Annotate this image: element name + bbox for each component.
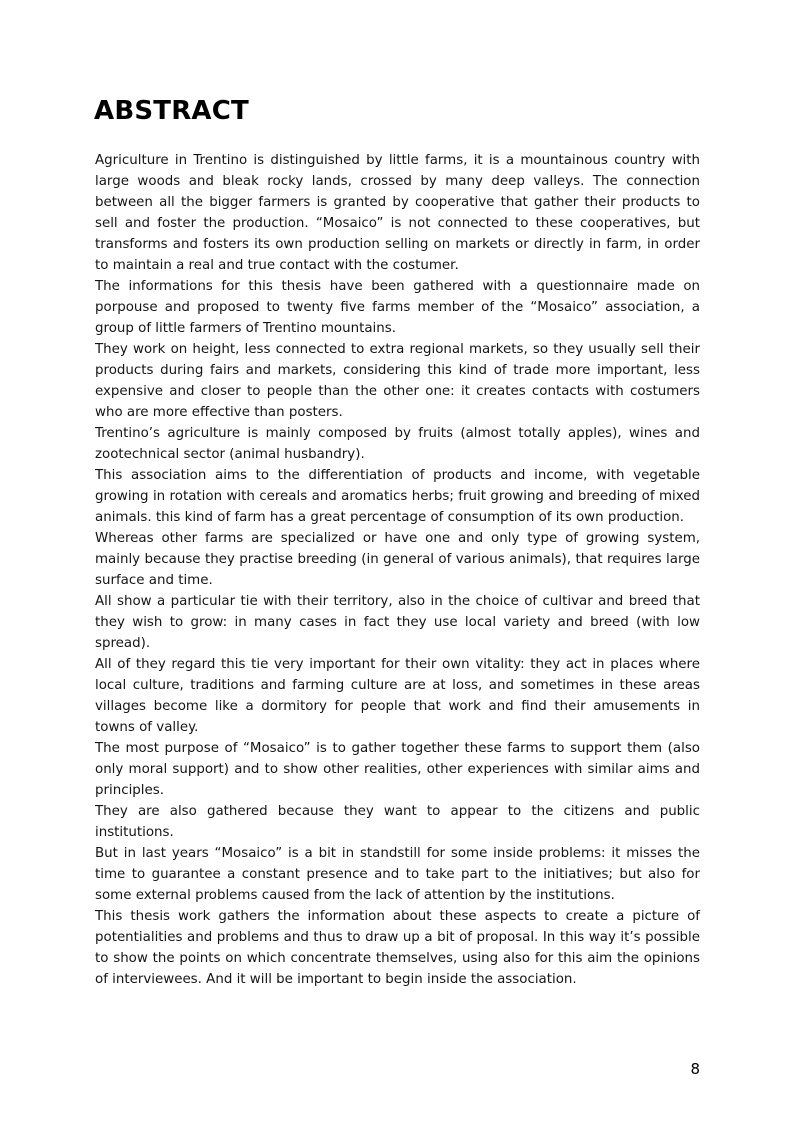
- page-number: 8: [690, 1060, 700, 1078]
- paragraph-1: Agriculture in Trentino is distinguished by little farms, it is a mountainous country with large woods and bleak rocky lands, crossed by many deep valleys. The connection between all the bigger farmers is granted by cooperative that gather their products to sell and foster the production. “Mosaico” is not connected to these cooperatives, but transforms and fosters its own production selling on markets or directly in farm, in order to maintain a real and true contact with the costumer.: [95, 153, 700, 273]
- paragraph-4: Trentino’s agriculture is mainly composed by fruits (almost totally apples), wines and zootechnical sector (animal husbandry).: [95, 426, 700, 462]
- paragraph-11: But in last years “Mosaico” is a bit in standstill for some inside problems: it misses the time to guarantee a constant presence and to take part to the initiatives; but also for some external problems caused from the lack of attention by the institutions.: [95, 846, 700, 903]
- paragraph-6: Whereas other farms are specialized or have one and only type of growing system, mainly because they practise breeding (in general of various animals), that requires large surface and time.: [95, 531, 700, 588]
- paragraph-7: All show a particular tie with their territory, also in the choice of cultivar and breed that they wish to grow: in many cases in fact they use local variety and breed (with low spread).: [95, 594, 700, 651]
- abstract-body: [95, 150, 700, 990]
- paragraph-5: This association aims to the differentiation of products and income, with vegetable growing in rotation with cereals and aromatics herbs; fruit growing and breeding of mixed animals. this kind of farm has a great percentage of consumption of its own production.: [95, 468, 700, 525]
- paragraph-8: All of they regard this tie very important for their own vitality: they act in places where local culture, traditions and farming culture are at loss, and sometimes in these areas villages become like a dormitory for people that work and find their amusements in towns of valley.: [95, 657, 700, 735]
- page-title: ABSTRACT: [94, 96, 249, 126]
- paragraph-12: This thesis work gathers the information about these aspects to create a picture of potentialities and problems and thus to draw up a bit of proposal. In this way it’s possible to show the points on which concentrate themselves, using also for this aim the opinions of interviewees. And it will be important to begin inside the association.: [95, 909, 700, 987]
- paragraph-2: The informations for this thesis have been gathered with a questionnaire made on porpouse and proposed to twenty five farms member of the “Mosaico” association, a group of little farmers of Trentino mountains.: [95, 279, 700, 336]
- paragraph-10: They are also gathered because they want to appear to the citizens and public institutions.: [95, 804, 700, 840]
- paragraph-3: They work on height, less connected to extra regional markets, so they usually sell their products during fairs and markets, considering this kind of trade more important, less expensive and closer to people than the other one: it creates contacts with costumers who are more effective than posters.: [95, 342, 700, 420]
- paragraph-9: The most purpose of “Mosaico” is to gather together these farms to support them (also only moral support) and to show other realities, other experiences with similar aims and principles.: [95, 741, 700, 798]
